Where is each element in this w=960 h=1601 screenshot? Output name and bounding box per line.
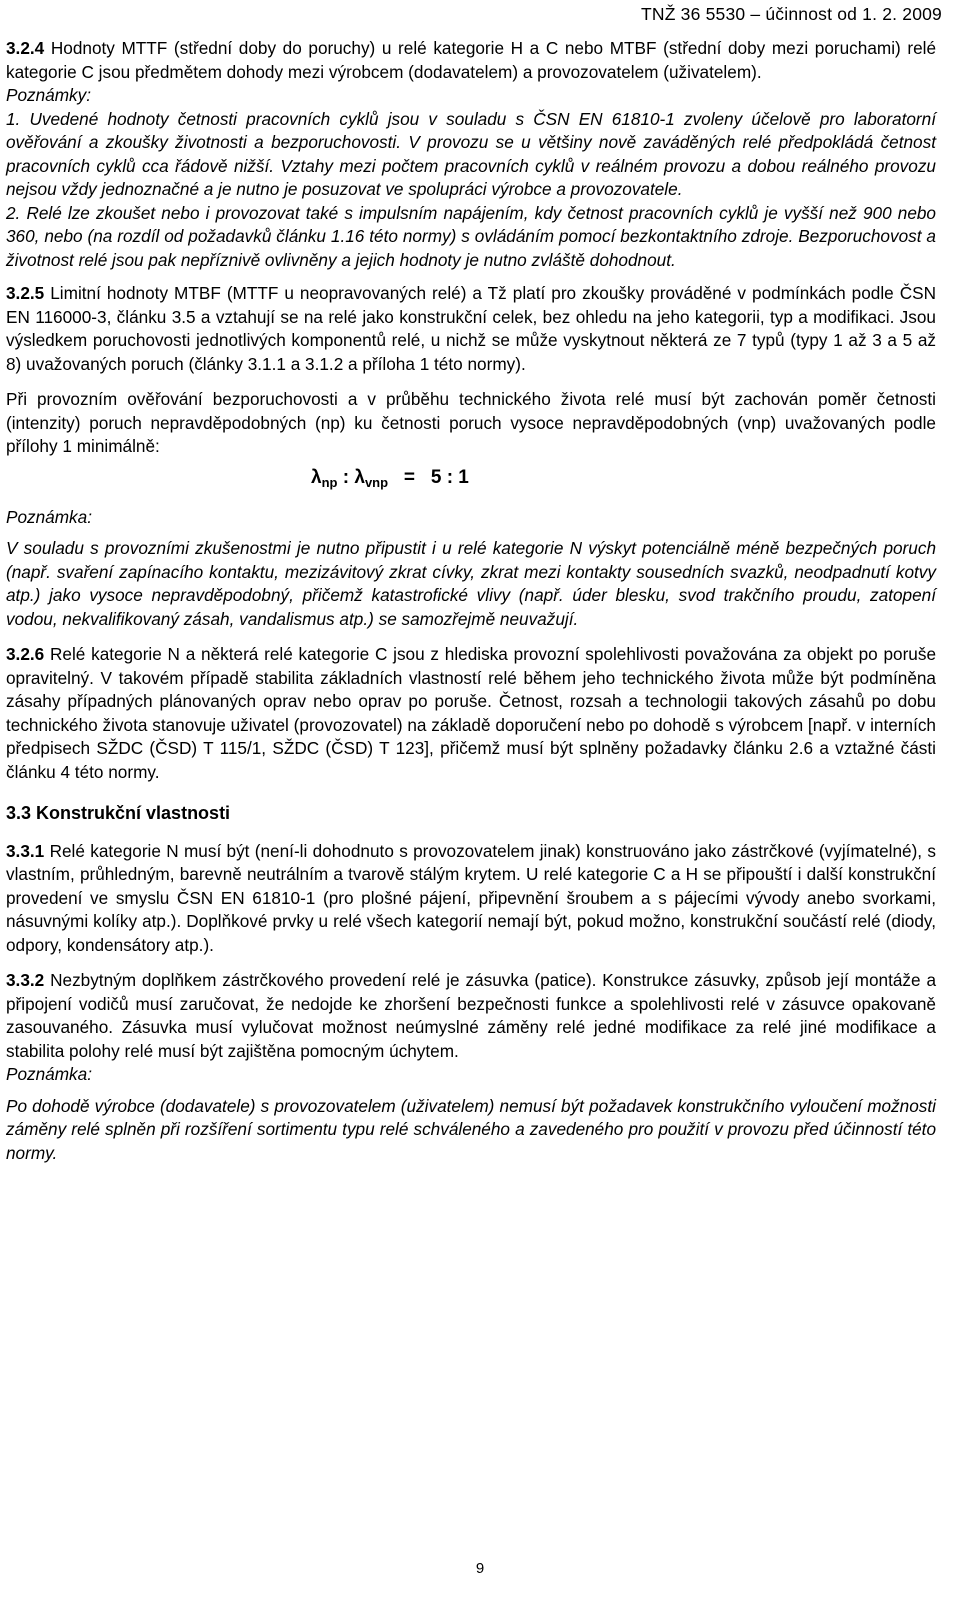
paragraph-3-2-4 [6,37,936,84]
page-number: 9 [475,1560,485,1577]
note-1: 1. Uvedené hodnoty četnosti pracovních cyklů jsou v souladu s ČSN EN 61810-1 zvoleny účelově pro laboratorní ověřování a zkoušky životnosti a bezporuchovosti. V provozu se u většiny nově zaváděných relé předpokládá četnost pracovních cyklů cca řádově nižší. Vztahy mezi počtem pracovních cyklů v reálném provozu a dobou reálného provozu nejsou vždy jednoznačné a je nutno je posuzovat ve spolupráci výrobce a provozovatele. [6,108,936,199]
paragraph-failure-ratio: Při provozním ověřování bezporuchovosti a v průběhu technického života relé musí být zachován poměr četnosti (intenzity) poruch nepravděpodobných (np) ku četnosti poruch vysoce nepravděpodobných (vnp) uvažovaných podle přílohy 1 minimálně: [6,389,936,456]
section-number: 3.2.6 [6,644,45,664]
paragraph-3-2-6 [6,643,936,784]
section-number: 3.2.5 [6,283,45,303]
paragraph-text: Relé kategorie N a některá relé kategorie C jsou z hlediska provozní spolehlivosti považována za objekt po poruše opravitelný. V takovém případě stabilita základních vlastností relé během jeho technického života může být podmíněna zásahy případných plánovaných oprav nebo oprav po poruše. Četnost, rozsah a technologii takových zásahů po dobu technického života stanovuje uživatel (provozovatel) na základě doporučení nebo po dohodě s výrobcem [např. v interních předpisech SŽDC (ČSD) T 115/1, SŽDC (ČSD) T 123], přičemž musí být splněny požadavky článku 2.6 a vztažné části článku 4 této normy. [6,644,937,782]
paragraph-3-3-2 [6,969,936,1063]
note-label: Poznámka: [6,506,92,527]
note-label: Poznámka: [6,1064,92,1084]
paragraph-text: Relé kategorie N musí být (není-li dohodnuto s provozovatelem jinak) konstruováno jako zástrčkové (vyjímatelné), s vlastním, průhledným, barevně neutrálním a tvarově stálým krytem. U relé kategorie C a H se připouští i další konstrukční provedení ve smyslu ČSN EN 61810-1 (pro plošné pájení, připevnění šroubem a s pájecími vývody anebo svorkami, násuvnými kolíky atp.). Doplňkové prvky u relé všech kategorií nemají být, pokud možno, konstrukční součástí relé (diody, odpory, kondensátory atp.). [6,840,936,955]
notes-label: Poznámky: [6,85,92,105]
section-number: 3.3.2 [6,970,45,990]
paragraph-3-3-1 [6,840,936,958]
document-body [6,37,936,1165]
note-text: V souladu s provozními zkušenostmi je nutno připustit i u relé kategorie N výskyt potenciálně méně bezpečných poruch (např. svaření zapínacího kontaktu, mezizávitový zkrat cívky, zkrat mezi kontakty sousedních svazků, neodpadnutí kotvy atp.) jako vysoce nepravděpodobný, přičemž katastrofické vlivy (např. úder blesku, svod trakčního proudu, zatopení vodou, nekvalifikovaný zásah, vandalismus atp.) se samozřejmě neuvažují. [6,538,936,629]
failure-ratio-formula: $\lambda_{np}$ : $\lambda_{vnp}$ = 5 : 1 [311,466,469,490]
page-header: TNŽ 36 5530 – účinnost od 1. 2. 2009 [640,4,942,24]
paragraph-text: Hodnoty MTTF (střední doby do poruchy) u relé kategorie H a C nebo MTBF (střední doby mezi poruchami) relé kategorie C jsou předmětem dohody mezi výrobcem (dodavatelem) a provozovatelem (uživatelem). [6,38,937,82]
section-number: 3.2.4 [6,38,45,58]
paragraph-3-2-5 [6,282,936,376]
paragraph-text: Limitní hodnoty MTBF (MTTF u neopravovaných relé) a Tž platí pro zkoušky prováděné v podmínkách podle ČSN EN 116000-3, článku 3.5 a vztahují se na relé jako konstrukční celek, bez ohledu na jeho kategorii, typ a modifikaci. Jsou výsledkem poruchovosti jednotlivých komponentů relé, u nichž se může vyskytnout některá ze 7 typů (typy 1 až 3 a 5 až 8) uvažovaných poruch (články 3.1.1 a 3.1.2 a příloha 1 této normy). [6,283,936,374]
section-heading-3-3: 3.3 Konstrukční vlastnosti [6,803,231,823]
note-2: 2. Relé lze zkoušet nebo i provozovat také s impulsním napájením, kdy četnost pracovních cyklů je vyšší než 900 nebo 360, nebo (na rozdíl od požadavků článku 1.16 této normy) s ovládáním pomocí bezkontaktního zdroje. Bezporuchovost a životnost relé jsou pak nepříznivě ovlivněny a jejich hodnoty je nutno zvláště dohodnout. [6,202,936,270]
section-number: 3.3.1 [6,840,45,861]
paragraph-text: Nezbytným doplňkem zástrčkového provedení relé je zásuvka (patice). Konstrukce zásuvky, způsob její montáže a připojení vodičů musí zaručovat, že nedojde ke zhoršení bezpečnosti funkce a spolehlivosti relé v zásuvce opakovaně zasouvaného. Zásuvka musí vylučovat možnost neúmyslné záměny relé jedné modifikace za relé jiné modifikace a stabilita polohy relé musí být zajištěna pomocným úchytem. [6,970,936,1061]
note-text: Po dohodě výrobce (dodavatele) s provozovatelem (uživatelem) nemusí být požadavek konstrukčního vyloučení možnosti záměny relé splněn při rozšíření sortimentu typu relé schváleného a zavedeného pro použití v provozu před účinností této normy. [6,1095,936,1163]
